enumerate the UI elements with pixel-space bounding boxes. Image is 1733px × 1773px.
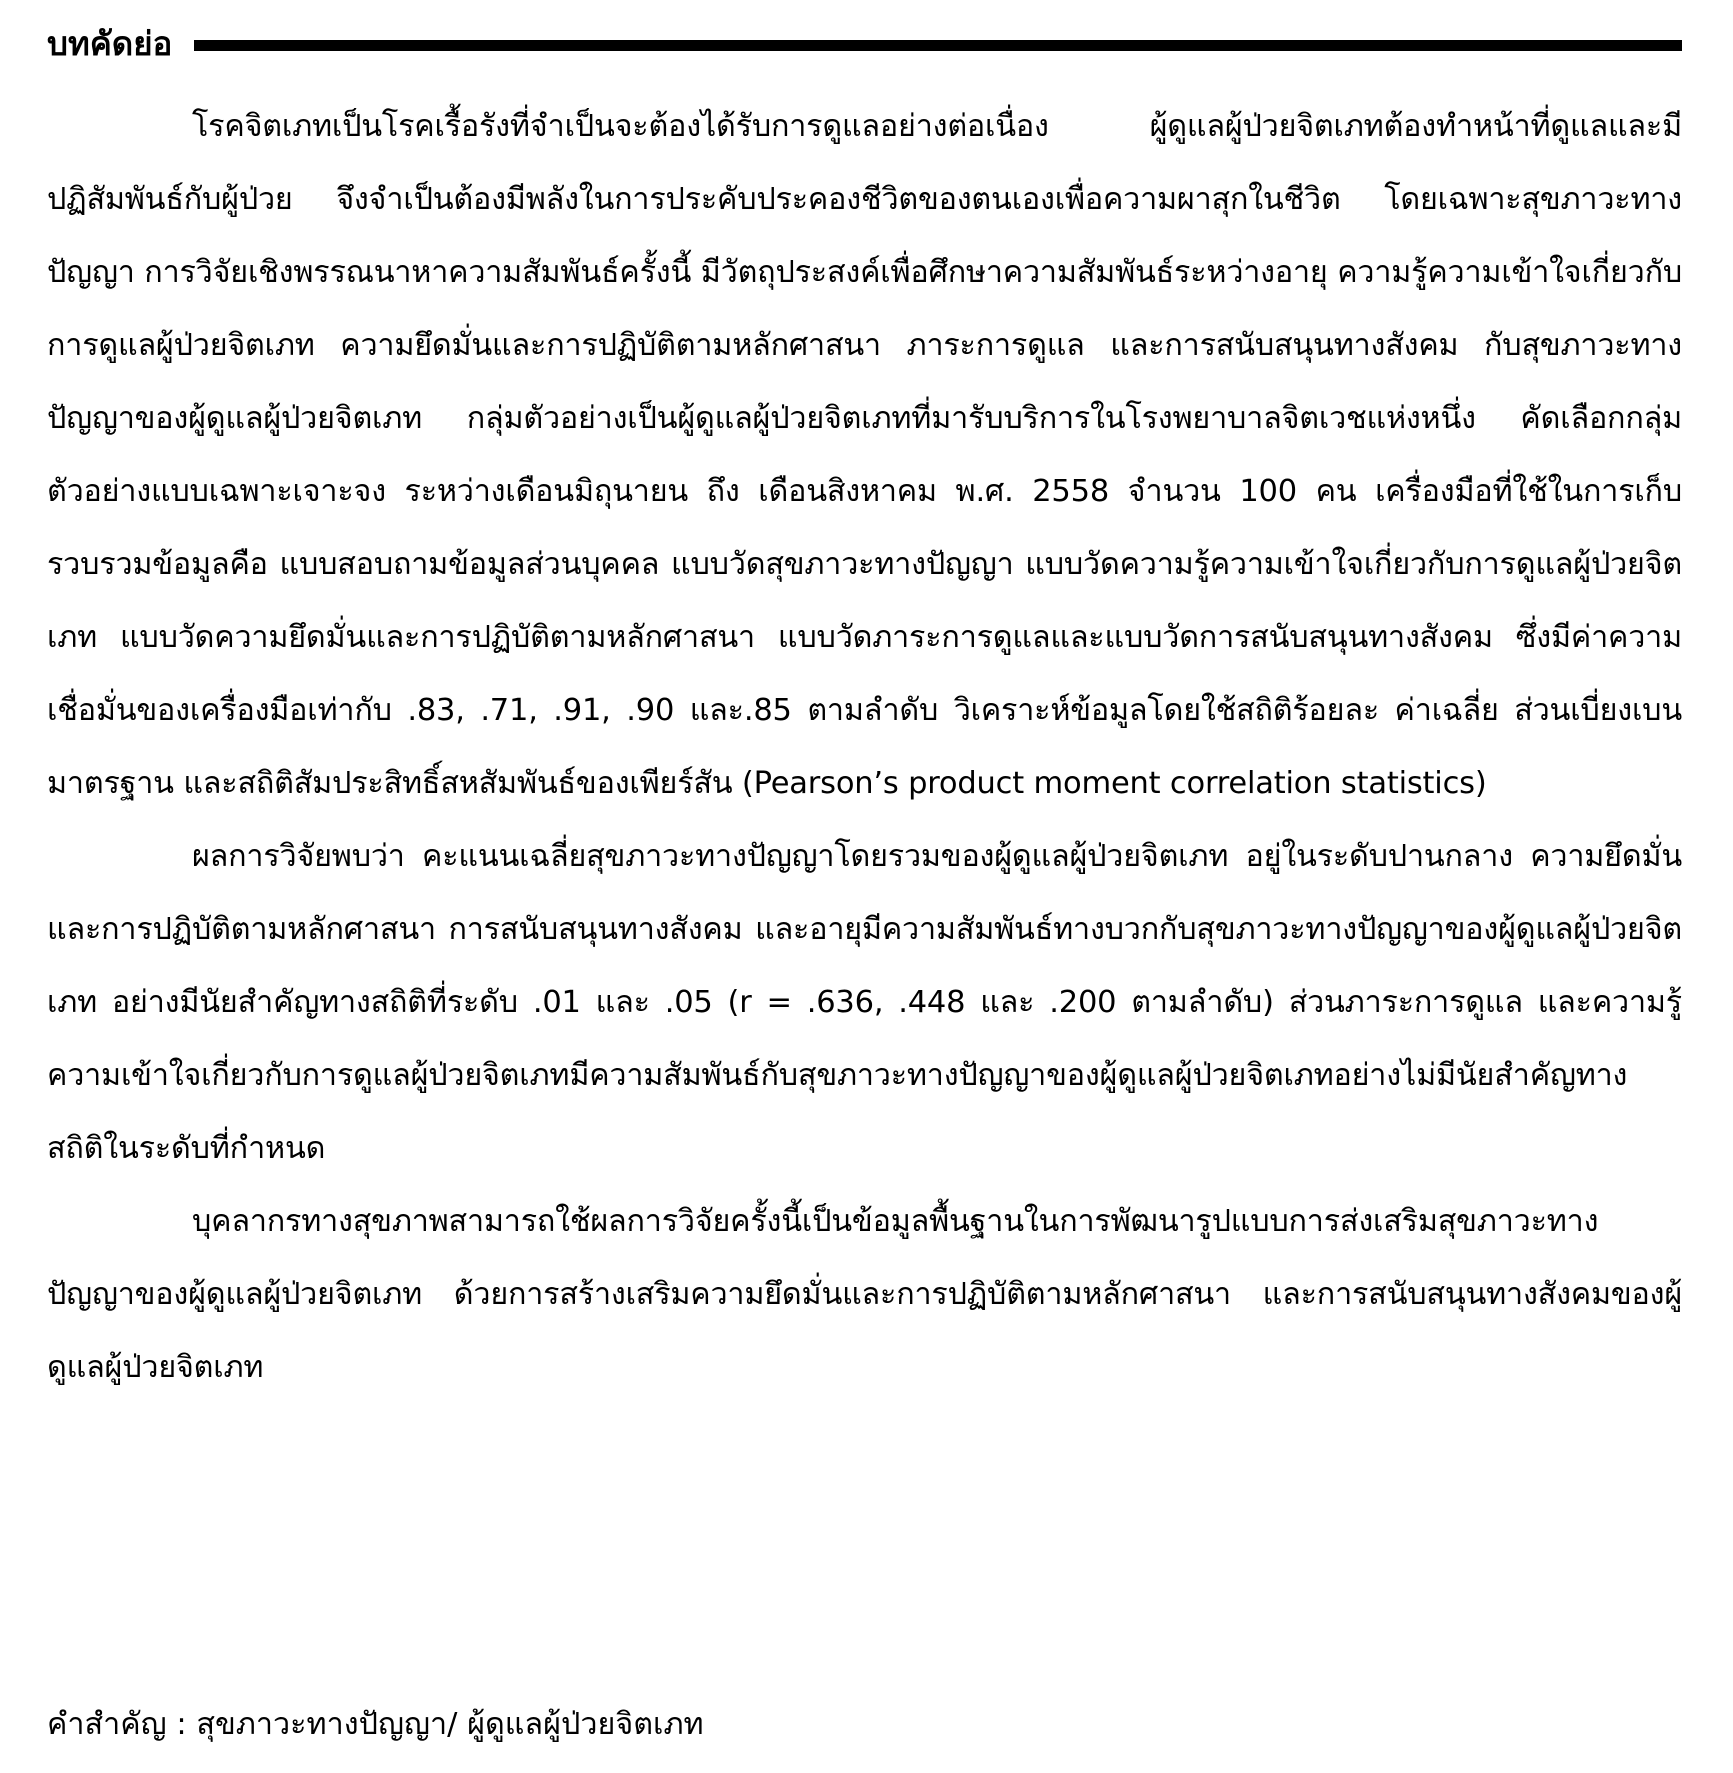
abstract-heading-row <box>47 14 1682 74</box>
abstract-paragraph-implications: บุคลากรทางสุขภาพสามารถใช้ผลการวิจัยครั้งนี้เป็นข้อมูลพื้นฐานในการพัฒนารูปแบบการส่งเสริมสุขภาวะทางปัญญาของผู้ดูแลผู้ป่วยจิตเภท ด้วยการสร้างเสริมความยึดมั่นและการปฏิบัติตามหลักศาสนา และการสนับสนุนทางสังคมของผู้ดูแลผู้ป่วยจิตเภท <box>47 1204 1682 1385</box>
abstract-paragraph-results: ผลการวิจัยพบว่า คะแนนเฉลี่ยสุขภาวะทางปัญญาโดยรวมของผู้ดูแลผู้ป่วยจิตเภท อยู่ในระดับปานกลาง ความยึดมั่นและการปฏิบัติตามหลักศาสนา การสนับสนุนทางสังคม และอายุมีความสัมพันธ์ทางบวกกับสุขภาวะทางปัญญาของผู้ดูแลผู้ป่วยจิตเภท อย่างมีนัยสำคัญทางสถิติที่ระดับ .01 และ .05 (r = .636, .448 และ .200 ตามลำดับ) ส่วนภาระการดูแล และความรู้ความเข้าใจเกี่ยวกับการดูแลผู้ป่วยจิตเภทมีความสัมพันธ์กับสุขภาวะทางปัญญาของผู้ดูแลผู้ป่วยจิตเภทอย่างไม่มีนัยสำคัญทางสถิติในระดับที่กำหนด <box>47 839 1682 1166</box>
abstract-paragraph-background: โรคจิตเภทเป็นโรคเรื้อรังที่จำเป็นจะต้องได้รับการดูแลอย่างต่อเนื่อง ผู้ดูแลผู้ป่วยจิตเภทต้องทำหน้าที่ดูแลและมีปฏิสัมพันธ์กับผู้ป่วย จึงจำเป็นต้องมีพลังในการประคับประคองชีวิตของตนเองเพื่อความผาสุกในชีวิต โดยเฉพาะสุขภาวะทางปัญญา การวิจัยเชิงพรรณนาหาความสัมพันธ์ครั้งนี้ มีวัตถุประสงค์เพื่อศึกษาความสัมพันธ์ระหว่างอายุ ความรู้ความเข้าใจเกี่ยวกับการดูแลผู้ป่วยจิตเภท ความยึดมั่นและการปฏิบัติตามหลักศาสนา ภาระการดูแล และการสนับสนุนทางสังคม กับสุขภาวะทางปัญญาของผู้ดูแลผู้ป่วยจิตเภท กลุ่มตัวอย่างเป็นผู้ดูแลผู้ป่วยจิตเภทที่มารับบริการในโรงพยาบาลจิตเวชแห่งหนึ่ง คัดเลือกกลุ่มตัวอย่างแบบเฉพาะเจาะจง ระหว่างเดือนมิถุนายน ถึง เดือนสิงหาคม พ.ศ. 2558 จำนวน 100 คน เครื่องมือที่ใช้ในการเก็บรวบรวมข้อมูลคือ แบบสอบถามข้อมูลส่วนบุคคล แบบวัดสุขภาวะทางปัญญา แบบวัดความรู้ความเข้าใจเกี่ยวกับการดูแลผู้ป่วยจิตเภท แบบวัดความยึดมั่นและการปฏิบัติตามหลักศาสนา แบบวัดภาระการดูแลและแบบวัดการสนับสนุนทางสังคม ซึ่งมีค่าความเชื่อมั่นของเครื่องมือเท่ากับ .83, .71, .91, .90 และ.85 ตามลำดับ วิเคราะห์ข้อมูลโดยใช้สถิติร้อยละ ค่าเฉลี่ย ส่วนเบี่ยงเบนมาตรฐาน และสถิติสัมประสิทธิ์สหสัมพันธ์ของเพียร์สัน (Pearson’s product moment correlation statistics) <box>47 109 1682 801</box>
heading-divider <box>194 40 1682 51</box>
keywords-line: คำสำคัญ : สุขภาวะทางปัญญา/ ผู้ดูแลผู้ป่วยจิตเภท <box>47 1707 704 1742</box>
abstract-heading: บทคัดย่อ <box>47 24 173 63</box>
abstract-body <box>47 90 1682 1404</box>
